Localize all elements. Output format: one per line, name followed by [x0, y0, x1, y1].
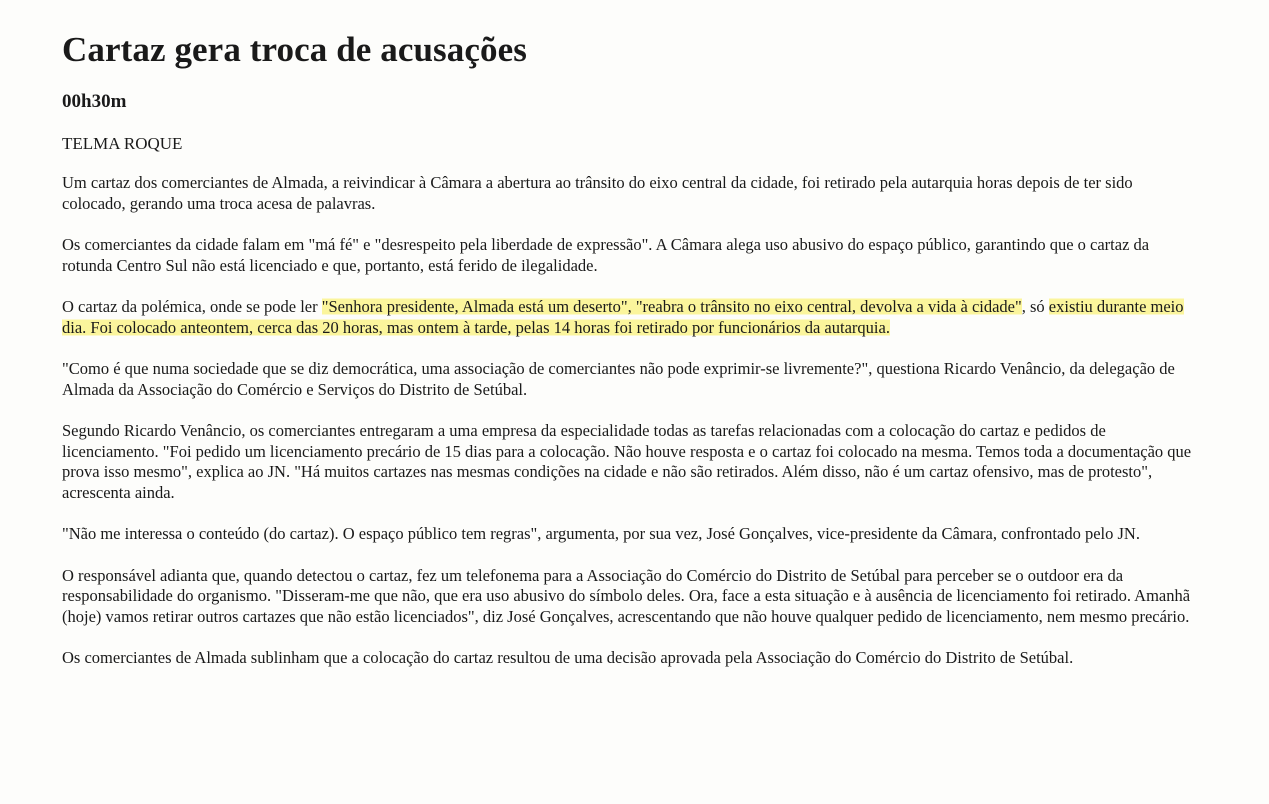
article-author: TELMA ROQUE [62, 134, 183, 153]
article-title: Cartaz gera troca de acusações [62, 30, 527, 69]
article [62, 28, 1197, 669]
paragraph-2: Os comerciantes da cidade falam em "má fé" e "desrespeito pela liberdade de expressão". A Câmara alega uso abusivo do espaço público, garantindo que o cartaz da rotunda Centro Sul não está licenciado e que, portanto, está ferido de ilegalidade. [62, 235, 1150, 275]
paragraph-6: "Não me interessa o conteúdo (do cartaz). O espaço público tem regras", argumenta, por sua vez, José Gonçalves, vice-presidente da Câmara, confrontado pelo JN. [62, 524, 1140, 543]
highlighted-quote: "Senhora presidente, Almada está um deserto", "reabra o trânsito no eixo central, devolva a vida à cidade" [321, 297, 1022, 316]
highlighted-text-2: Foi colocado [86, 317, 181, 337]
paragraph-3-sep: , só [1021, 297, 1049, 316]
paragraph-5: Segundo Ricardo Venâncio, os comerciantes entregaram a uma empresa da especialidade todas as tarefas relacionadas com a colocação do cartaz e pedidos de licenciamento. "Foi pedido um licenciamento precário de 15 dias para a colocação. Não houve resposta e o cartaz foi colocado na mesma. Temos toda a documentação que prova isso mesmo", explica ao JN. "Há muitos cartazes nas mesmas condições na cidade e não são retirados. Além disso, não é um cartaz ofensivo, mas de protesto", acrescenta ainda. [62, 421, 1192, 502]
highlighted-text-1: existiu durante meio dia. [62, 297, 1184, 337]
paragraph-4: "Como é que numa sociedade que se diz democrática, uma associação de comerciantes não pode exprimir-se livremente?", questiona Ricardo Venâncio, da delegação de Almada da Associação do Comércio e Serviços do Distrito de Setúbal. [62, 359, 1175, 399]
highlighted-text-3: anteontem, cerca das 20 horas, mas ontem à tarde, pelas 14 horas foi retirado por funcionários da autarquia. [180, 317, 890, 337]
paragraph-1: Um cartaz dos comerciantes de Almada, a reivindicar à Câmara a abertura ao trânsito do eixo central da cidade, foi retirado pela autarquia horas depois de ter sido colocado, gerando uma troca acesa de palavras. [62, 173, 1133, 213]
article-time: 00h30m [62, 91, 127, 112]
paragraph-7: O responsável adianta que, quando detectou o cartaz, fez um telefonema para a Associação do Comércio do Distrito de Setúbal para perceber se o outdoor era da responsabilidade do organismo. "Disseram-me que não, que era uso abusivo do símbolo deles. Ora, face a esta situação e à ausência de licenciamento foi retirado. Amanhã (hoje) vamos retirar outros cartazes que não estão licenciados", diz José Gonçalves, acrescentando que não houve qualquer pedido de licenciamento, nem mesmo precário. [62, 565, 1191, 626]
paragraph-8: Os comerciantes de Almada sublinham que a colocação do cartaz resultou de uma decisão aprovada pela Associação do Comércio do Distrito de Setúbal. [62, 648, 1074, 667]
paragraph-3 [62, 297, 1197, 338]
paragraph-3-intro: O cartaz da polémica, onde se pode ler [62, 297, 322, 316]
